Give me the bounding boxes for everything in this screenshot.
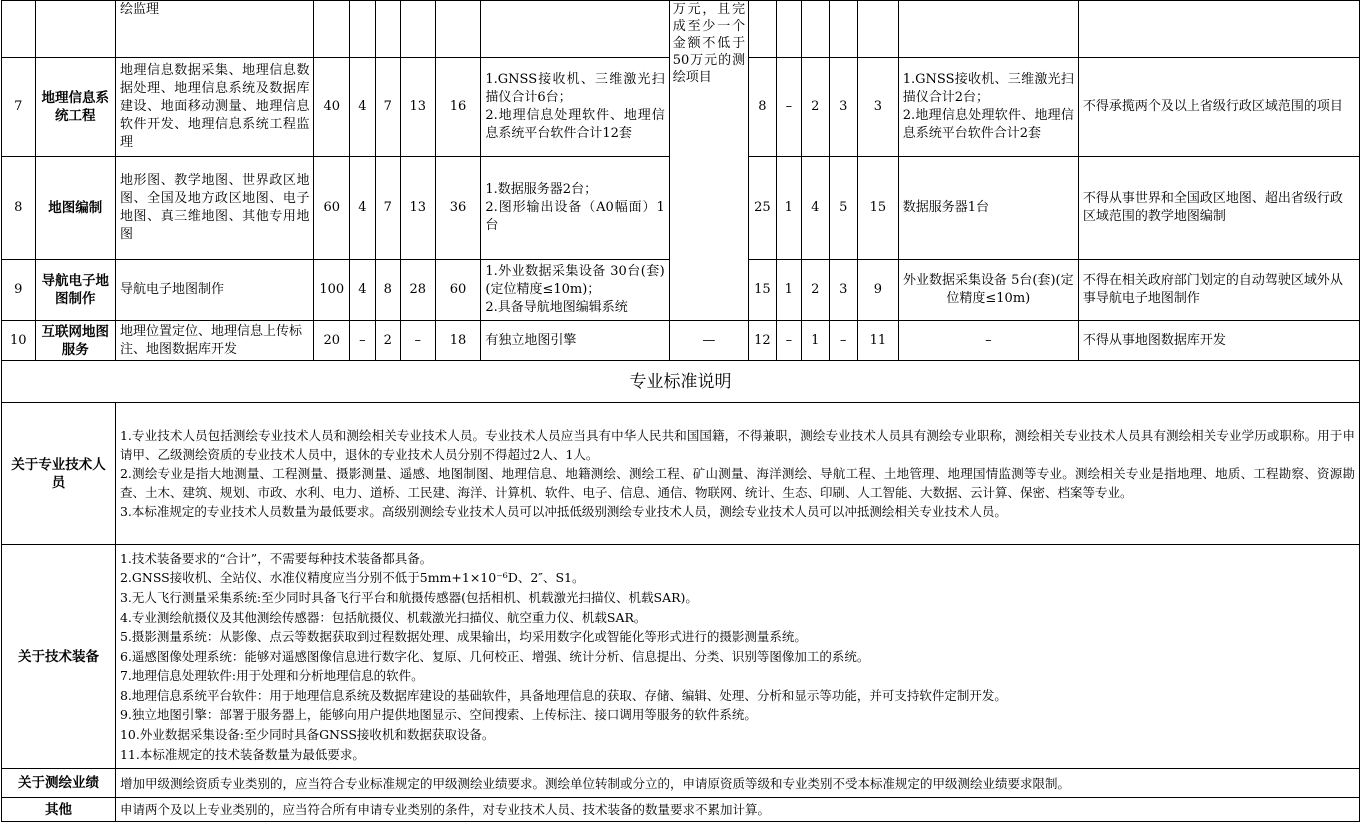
notes-staff-row [2,403,1360,545]
a-staff-senior: 4 [350,260,375,321]
a-equipment [481,321,669,361]
a-staff-senior: – [350,321,375,361]
equipment-line: 数据服务器1台 [902,200,990,215]
notes-other-row [2,798,1360,822]
b-staff-total: 12 [749,321,776,361]
b-staff-related [858,1,899,58]
category-name: 导航电子地图制作 [35,260,115,321]
category-name: 互联网地图服务 [35,321,115,361]
equipment-line: 1.外业数据采集设备 30台(套)(定位精度≤10m)； [485,264,665,297]
limitation: 不得承揽两个及以上省级行政区域范围的项目 [1078,58,1359,157]
b-staff-related: 15 [858,157,899,260]
a-staff-junior: 28 [400,260,435,321]
a-staff-junior: 13 [400,58,435,157]
b-equipment [898,157,1078,260]
note-item: 11.本标准规定的技术装备数量为最低要求。 [119,746,365,762]
b-staff-total [749,1,776,58]
note-item: 3.无人飞行测量采集系统:至少同时具备飞行平台和航摄传感器(包括相机、机载激光扫描仪、机载SAR)。 [119,589,698,605]
notes-other-content: 申请两个及以上专业类别的，应当符合所有申请专业类别的条件，对专业技术人员、技术装备的数量要求不累加计算。 [115,798,1359,822]
a-equipment [481,58,669,157]
notes-performance-label: 关于测绘业绩 [2,769,116,798]
limitation: 不得在相关政府部门划定的自动驾驶区域外从事导航电子地图制作 [1078,260,1359,321]
limitation: 不得从事地图数据库开发 [1078,321,1359,361]
a-staff-total: 40 [314,58,350,157]
business-scope: 地理位置定位、地理信息上传标注、地图数据库开发 [115,321,314,361]
note-item: 2.GNSS接收机、全站仪、水准仪精度应当分别不低于5mm+1×10⁻⁶D、2″、S1。 [119,570,585,586]
table-row-continuation [2,1,1360,58]
note-item: 9.独立地图引擎：部署于服务器上，能够向用户提供地图显示、空间搜索、上传标注、接口调用等服务的软件系统。 [119,707,757,723]
section-title: 专业标准说明 [2,361,1360,403]
notes-staff-content [115,403,1359,545]
note-item: 4.专业测绘航摄仪及其他测绘传感器：包括航摄仪、机载激光扫描仪、航空重力仪、机载SAR。 [119,609,647,625]
notes-equipment-row [2,545,1360,769]
business-scope: 地形图、教学地图、世界政区地图、全国及地方政区地图、电子地图、真三维地图、其他专用地图 [115,157,314,260]
b-staff-mid: 4 [802,157,829,260]
note-item: 2.测绘专业是指大地测量、工程测量、摄影测量、遥感、地图制图、地理信息、地籍测绘、测绘工程、矿山测量、海洋测绘、导航工程、土地管理、地理国情监测等专业。测绘相关专业是指地理、地质、工程勘察、资源勘查、土木、建筑、规划、市政、水利、电力、道桥、工民建、海洋、计算机、软件、电子、信息、通信、物联网、统计、生态、印刷、人工智能、大数据、云计算、保密、档案等专业。 [119,466,1355,500]
a-staff-senior: 4 [350,157,375,260]
table-row-10 [2,321,1360,361]
equipment-line: 2.图形输出设备（A0幅面）1台 [485,200,665,233]
category-name: 地理信息系统工程 [35,58,115,157]
a-equipment [481,157,669,260]
equipment-line: – [985,332,992,348]
note-item: 7.地理信息处理软件:用于处理和分析地理信息的软件。 [119,668,424,684]
note-item: 1.技术装备要求的“合计”，不需要每种技术装备都具备。 [119,550,433,566]
a-staff-related: 16 [435,58,481,157]
business-scope: 地理信息数据采集、地理信息数据处理、地理信息系统及数据库建设、地面移动测量、地理信息软件开发、地理信息系统工程监理 [115,58,314,157]
a-staff-related: 36 [435,157,481,260]
notes-equipment-label: 关于技术装备 [2,545,116,769]
equipment-line: 外业数据采集设备 5台(套)(定位精度≤10m) [903,273,1074,306]
row-number: 8 [2,157,36,260]
equipment-line: 1.GNSS接收机、三维激光扫描仪合计6台； [485,72,665,105]
a-staff-senior: 4 [350,58,375,157]
category-name: 地图编制 [35,157,115,260]
a-staff-junior: 13 [400,157,435,260]
note-item: 5.摄影测量系统：从影像、点云等数据获取到过程数据处理、成果输出，均采用数字化或智能化等形式进行的摄影测量系统。 [119,629,807,645]
b-staff-junior: 5 [829,157,858,260]
b-staff-senior: – [776,321,801,361]
category-name [35,1,115,58]
b-staff-mid: 1 [802,321,829,361]
b-staff-total: 15 [749,260,776,321]
b-staff-mid: 2 [802,260,829,321]
a-staff-total [314,1,350,58]
equipment-line: 2.地理信息处理软件、地理信息系统平台软件合计12套 [485,108,665,141]
b-equipment [898,321,1078,361]
a-staff-mid: 2 [375,321,400,361]
row-number: 9 [2,260,36,321]
limitation [1078,1,1359,58]
business-scope: 绘监理 [115,1,314,58]
b-staff-related: 3 [858,58,899,157]
a-staff-mid: 7 [375,58,400,157]
note-item: 8.地理信息系统平台软件：用于地理信息系统及数据库建设的基础软件，具备地理信息的获取、存储、编辑、处理、分析和显示等功能，并可支持软件定制开发。 [119,687,1007,703]
b-equipment [898,260,1078,321]
b-performance-requirement: — [669,321,748,361]
notes-staff-label: 关于专业技术人员 [2,403,116,545]
equipment-line: 有独立地图引擎 [485,332,577,348]
b-staff-junior: – [829,321,858,361]
a-staff-related [435,1,481,58]
b-staff-senior: 1 [776,260,801,321]
section-title-row [2,361,1360,403]
a-equipment [481,1,669,58]
business-scope: 导航电子地图制作 [115,260,314,321]
a-staff-senior [350,1,375,58]
b-staff-senior: – [776,58,801,157]
b-staff-junior [829,1,858,58]
a-staff-total: 20 [314,321,350,361]
note-item: 3.本标准规定的专业技术人员数量为最低要求。高级别测绘专业技术人员可以冲抵低级别测绘专业技术人员，测绘专业技术人员可以冲抵测绘相关专业技术人员。 [119,504,1007,519]
qualification-standard-table [1,0,1360,822]
row-number: 7 [2,58,36,157]
row-number [2,1,36,58]
b-equipment [898,58,1078,157]
b-staff-junior: 3 [829,58,858,157]
limitation: 不得从事世界和全国政区地图、超出省级行政区域范围的教学地图编制 [1078,157,1359,260]
row-number: 10 [2,321,36,361]
note-item: 1.专业技术人员包括测绘专业技术人员和测绘相关专业技术人员。专业技术人员应当具有中华人民共和国国籍，不得兼职，测绘专业技术人员具有测绘专业职称，测绘相关专业技术人员具有测绘相关专业学历或职称。用于申请甲、乙级测绘资质的专业技术人员中，退休的专业技术人员分别不得超过2人、1人。 [119,428,1355,462]
equipment-line: 2.具备导航地图编辑系统 [485,300,628,315]
notes-other-label: 其他 [2,798,116,822]
a-staff-total: 100 [314,260,350,321]
a-staff-junior: – [400,321,435,361]
note-item: 10.外业数据采集设备:至少同时具备GNSS接收机和数据获取设备。 [119,727,495,743]
equipment-line: 1.GNSS接收机、三维激光扫描仪合计2台； [902,72,1074,105]
b-staff-mid [802,1,829,58]
b-staff-related: 11 [858,321,899,361]
a-staff-total: 60 [314,157,350,260]
b-equipment [898,1,1078,58]
a-equipment [481,260,669,321]
a-staff-related: 60 [435,260,481,321]
equipment-line: 1.数据服务器2台； [485,182,598,197]
a-staff-mid: 7 [375,157,400,260]
notes-performance-content: 增加甲级测绘资质专业类别的，应当符合专业标准规定的甲级测绘业绩要求。测绘单位转制或分立的，申请原资质等级和专业类别不受本标准规定的甲级测绘业绩要求限制。 [115,769,1359,798]
equipment-line: 2.地理信息处理软件、地理信息系统平台软件合计2套 [902,108,1074,141]
b-staff-related: 9 [858,260,899,321]
a-staff-junior [400,1,435,58]
b-staff-total: 8 [749,58,776,157]
a-staff-related: 18 [435,321,481,361]
a-staff-mid: 8 [375,260,400,321]
a-performance-requirement: 万元，且完成至少一个金额不低于50万元的测绘项目 [669,1,748,321]
b-staff-total: 25 [749,157,776,260]
b-staff-senior [776,1,801,58]
a-staff-mid [375,1,400,58]
b-staff-junior: 3 [829,260,858,321]
note-item: 6.遥感图像处理系统：能够对遥感图像信息进行数字化、复原、几何校正、增强、统计分析、信息提出、分类、识别等图像加工的系统。 [119,648,870,664]
notes-performance-row [2,769,1360,798]
b-staff-mid: 2 [802,58,829,157]
notes-equipment-content [115,545,1359,769]
b-staff-senior: 1 [776,157,801,260]
